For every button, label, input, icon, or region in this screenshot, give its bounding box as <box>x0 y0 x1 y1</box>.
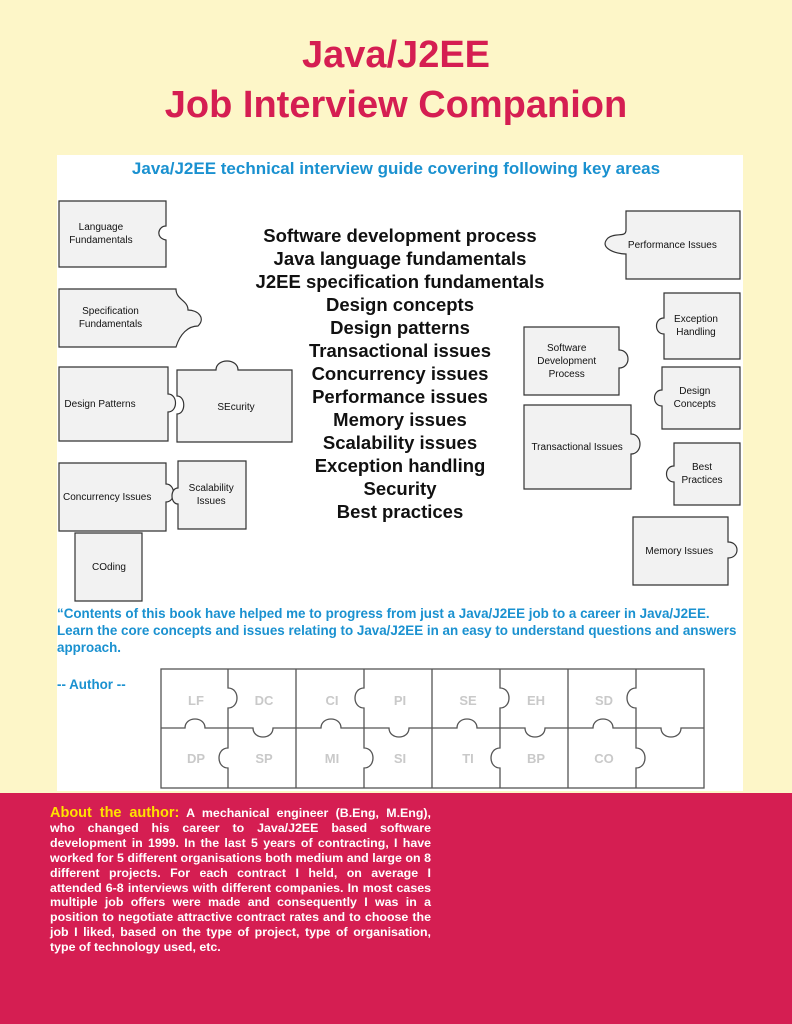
piece-label: Language Fundamentals <box>69 222 133 246</box>
key-area-item: Memory issues <box>333 409 467 430</box>
puzzle-grid <box>160 668 705 788</box>
puzzle-piece-design-patterns <box>58 366 178 442</box>
piece-label: Transactional Issues <box>531 441 623 453</box>
piece-label: Concurrency Issues <box>63 491 152 503</box>
grid-cell: CO <box>594 750 614 766</box>
puzzle-piece-performance-issues <box>596 210 742 280</box>
puzzle-piece-design-concepts <box>650 366 742 430</box>
subtitle: Java/J2EE technical interview guide covering following key areas <box>131 159 661 178</box>
grid-cell: SP <box>255 750 273 766</box>
grid-cell: TI <box>462 750 474 766</box>
piece-label: Design Patterns <box>64 398 136 410</box>
about-author <box>50 806 431 955</box>
grid-cell: DP <box>186 750 206 766</box>
piece-label: COding <box>92 561 126 573</box>
piece-label: Design Concepts <box>673 386 716 410</box>
book-quote: “Contents of this book have helped me to progress from just a Java/J2EE job to a career in Java/J2EE. Learn the core concepts and issues relating to Java/J2EE in an easy to understand questions and answers approach. <box>57 606 737 655</box>
puzzle-piece-coding <box>74 532 144 602</box>
piece-label: Specification Fundamentals <box>78 306 143 330</box>
grid-cell: BP <box>526 750 546 766</box>
puzzle-piece-exception-handling <box>652 292 742 360</box>
grid-cell: LF <box>188 692 204 708</box>
grid-cell: EH <box>526 692 546 708</box>
title-line-1: Java/J2EE <box>301 34 491 76</box>
key-area-item: Concurrency issues <box>311 363 489 384</box>
grid-cell: SD <box>594 692 614 708</box>
key-area-item: Scalability issues <box>322 432 478 453</box>
about-text: A mechanical engineer (B.Eng, M.Eng), who changed his career to Java/J2EE based software development in 1999. In the last 5 years of contracting, I have worked for 5 different organisations both medium and large on 8 different projects. For each contract I held, on average I attended 6-8 interviews with different companies. In most cases multiple job offers were made and consequently I was in a position to negotiate attractive contract rates and to choose the job I liked, based on the type of project, type of organisation, type of technology used, etc. <box>50 806 431 955</box>
grid-cell: DC <box>254 692 274 708</box>
puzzle-piece-specification-fundamentals <box>58 288 208 348</box>
puzzle-piece-transactional-issues <box>523 404 655 490</box>
piece-label: Memory Issues <box>645 545 714 557</box>
key-area-item: Software development process <box>263 225 537 246</box>
piece-label: Software Development Process <box>537 342 597 380</box>
puzzle-piece-best-practices <box>662 442 742 506</box>
key-area-item: Design concepts <box>325 294 475 315</box>
piece-label: Scalability Issues <box>188 483 234 507</box>
puzzle-piece-language-fundamentals <box>58 200 168 268</box>
grid-cell: CI <box>325 692 339 708</box>
grid-cell: PI <box>393 692 407 708</box>
key-area-item: Best practices <box>336 501 464 522</box>
key-area-item: Transactional issues <box>308 340 491 361</box>
piece-label: SEcurity <box>217 401 255 413</box>
puzzle-piece-concurrency-issues <box>58 462 178 532</box>
puzzle-piece-memory-issues <box>632 516 742 586</box>
puzzle-piece-software-development-process <box>523 326 635 396</box>
key-area-item: Performance issues <box>312 386 488 407</box>
piece-label: Best Practices <box>681 462 723 486</box>
title-line-2: Job Interview Companion <box>164 84 628 126</box>
key-area-item: Exception handling <box>314 455 486 476</box>
grid-cell: SE <box>459 692 477 708</box>
key-area-item: Java language fundamentals <box>273 248 527 269</box>
puzzle-piece-security <box>176 358 296 444</box>
key-area-item: J2EE specification fundamentals <box>255 271 545 292</box>
about-heading: About the author: <box>50 805 180 821</box>
puzzle-piece-scalability-issues <box>170 460 250 530</box>
grid-cell: SI <box>393 750 407 766</box>
piece-label: Performance Issues <box>627 239 717 251</box>
author-signature: -- Author -- <box>57 677 126 692</box>
key-area-item: Security <box>363 478 437 499</box>
key-area-item: Design patterns <box>330 317 470 338</box>
grid-cell: MI <box>324 750 340 766</box>
piece-label: Exception Handling <box>674 314 718 338</box>
